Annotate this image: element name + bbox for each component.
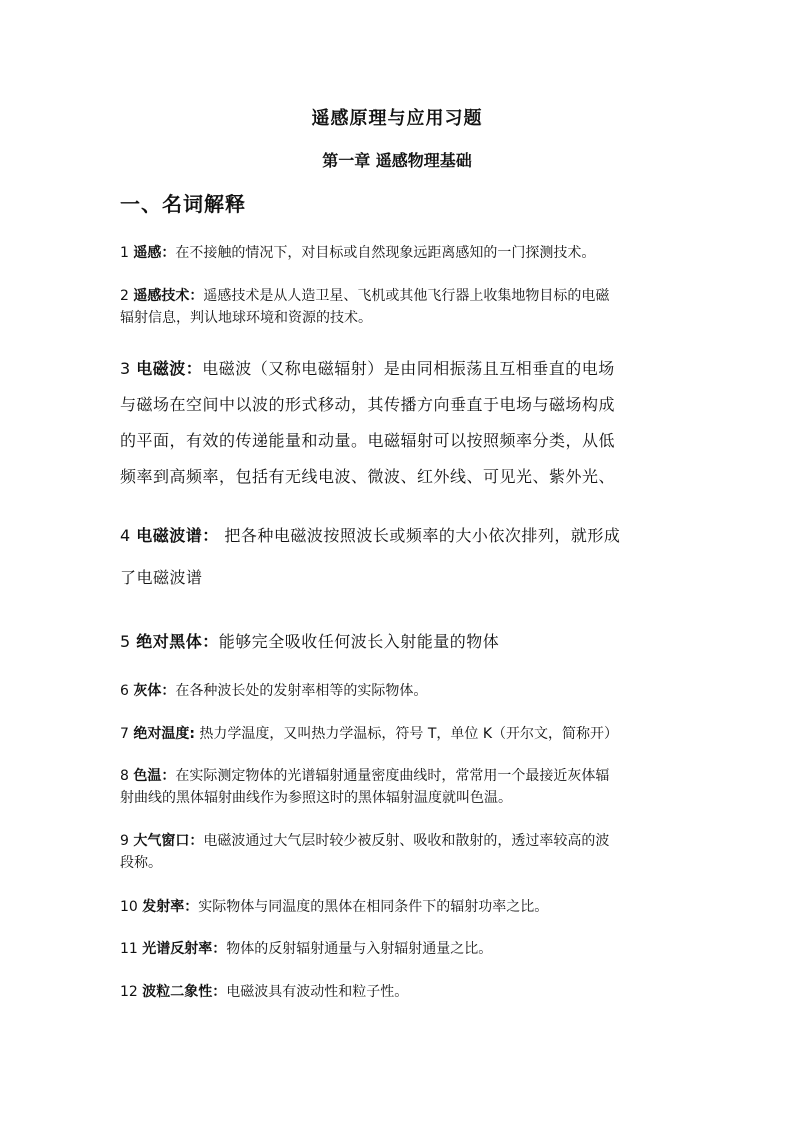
entry-number: 6: [120, 683, 134, 699]
entry-text: 在不接触的情况下，对目标或自然现象远距离感知的一门探测技术。: [175, 245, 596, 261]
chapter-title: 第一章 遥感物理基础: [322, 151, 472, 170]
entry-number: 3: [120, 359, 137, 378]
definition-entry-9: [120, 830, 676, 874]
entry-text: 在各种波长处的发射率相等的实际物体。: [175, 683, 428, 699]
entry-text: 电磁波（又称电磁辐射）是由同相振荡且互相垂直的电场: [202, 359, 615, 378]
entry-text: 在实际测定物体的光谱辐射通量密度曲线时，常常用一个最接近灰体辐: [175, 768, 610, 784]
definition-entry-3: [120, 351, 676, 495]
definition-entry-7: [120, 723, 676, 745]
definition-entry-6: [120, 680, 676, 702]
entry-term: 遥感：: [133, 245, 176, 261]
document-title: 遥感原理与应用习题: [311, 108, 483, 129]
entry-number: 7: [120, 726, 134, 742]
entry-term: 光谱反射率：: [142, 941, 227, 957]
entry-text: 电磁波具有波动性和粒子性。: [226, 984, 409, 1000]
entry-text-continuation: 的平面，有效的传递能量和动量。电磁辐射可以按照频率分类，从低: [120, 431, 616, 450]
entry-text-continuation: 与磁场在空间中以波的形式移动，其传播方向垂直于电场与磁场构成: [120, 395, 616, 414]
entry-number: 1: [120, 245, 134, 261]
entry-text: 热力学温度，又叫热力学温标，符号 T，单位 K（开尔文，简称开）: [194, 726, 619, 742]
entry-text-continuation: 辐射信息，判认地球环境和资源的技术。: [120, 310, 372, 326]
entry-text: 遥感技术是从人造卫星、飞机或其他飞行器上收集地物目标的电磁: [203, 288, 610, 304]
entry-term: 波粒二象性：: [142, 984, 227, 1000]
entry-term: 遥感技术：: [133, 288, 204, 304]
entry-term: 灰体：: [133, 683, 176, 699]
entry-number: 8: [120, 768, 134, 784]
definition-entry-4: [120, 518, 676, 596]
entry-term: 色温：: [133, 768, 176, 784]
entry-number: 5: [120, 632, 137, 651]
entry-text-continuation: 射曲线的黑体辐射曲线作为参照这时的黑体辐射温度就叫色温。: [120, 790, 512, 806]
entry-text: 能够完全吸收任何波长入射能量的物体: [218, 632, 500, 651]
entry-term: 绝对黑体：: [136, 632, 219, 651]
entry-text-continuation: 段称。: [120, 855, 162, 871]
entry-text: 把各种电磁波按照波长或频率的大小依次排列，就形成: [218, 526, 621, 545]
definition-entry-1: [120, 242, 676, 264]
entry-text-continuation: 频率到高频率，包括有无线电波、微波、红外线、可见光、紫外光、: [120, 467, 616, 486]
entry-number: 9: [120, 833, 134, 849]
entry-number: 10: [120, 899, 143, 915]
entry-text: 物体的反射辐射通量与入射辐射通量之比。: [226, 941, 493, 957]
entry-term: 电磁波：: [136, 359, 203, 378]
definition-entry-12: [120, 981, 676, 1003]
definition-entry-11: [120, 938, 676, 960]
definition-entry-10: [120, 896, 676, 918]
definition-entry-5: [120, 624, 676, 660]
entry-term: 发射率：: [142, 899, 199, 915]
entry-number: 2: [120, 288, 134, 304]
definition-entry-8: [120, 765, 676, 809]
entry-number: 12: [120, 984, 143, 1000]
entry-text: 实际物体与同温度的黑体在相同条件下的辐射功率之比。: [198, 899, 549, 915]
entry-text: 电磁波通过大气层时较少被反射、吸收和散射的，透过率较高的波: [203, 833, 610, 849]
entry-term: 电磁波谱：: [136, 526, 219, 545]
entry-number: 4: [120, 526, 137, 545]
section-heading: 一、名词解释: [120, 192, 246, 216]
entry-number: 11: [120, 941, 143, 957]
entry-text-continuation: 了电磁波谱: [120, 568, 203, 587]
entry-term: 大气窗口：: [133, 833, 204, 849]
entry-term: 绝对温度:: [133, 726, 195, 742]
definition-entry-2: [120, 285, 676, 329]
